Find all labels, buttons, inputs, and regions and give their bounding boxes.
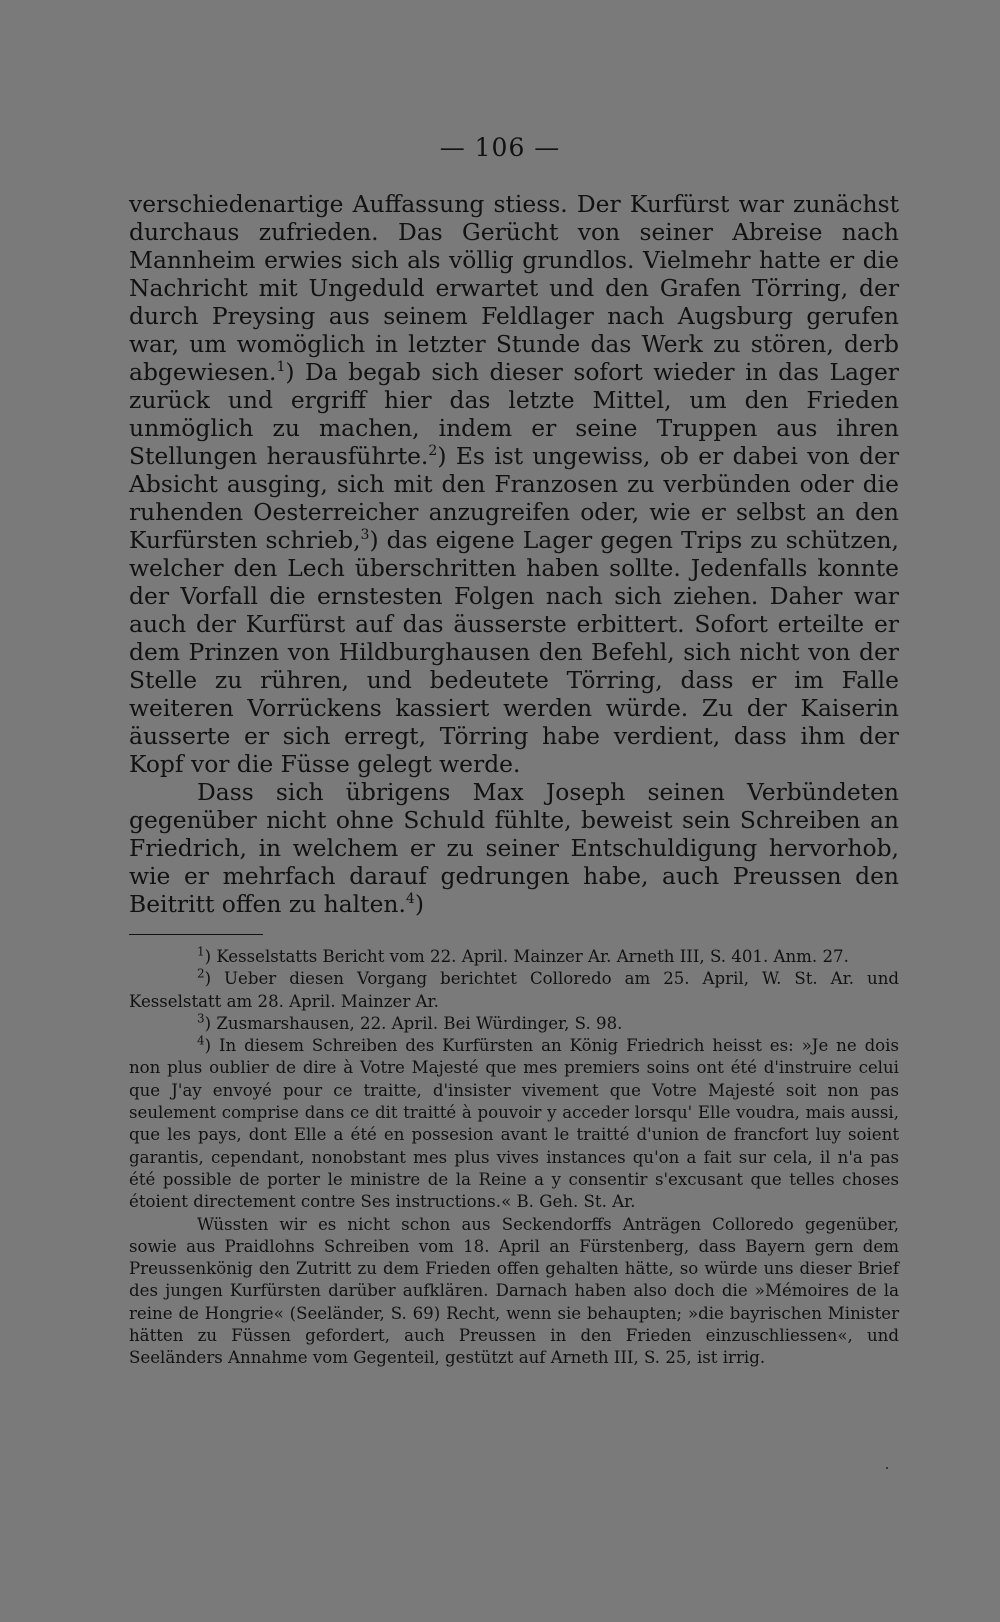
- footnote-3-mark: 3: [197, 1011, 205, 1026]
- paragraph-1: [129, 190, 899, 778]
- scan-speck: [886, 1467, 888, 1469]
- footnote-4-continuation: Wüssten wir es nicht schon aus Seckendorffs Anträgen Colloredo gegenüber, sowie aus Praidlohns Schreiben vom 18. April an Fürstenberg, dass Bayern gern dem Preussenkönig den Zutritt zu dem Frieden offen gehalten hätte, so würde uns dieser Brief des jungen Kurfürsten darüber aufklären. Darnach haben also doch die »Mémoires de la reine de Hongrie« (Seeländer, S. 69) Recht, wenn sie behaupten; »die bayrischen Minister hätten zu Füssen gefordert, auch Preussen in den Frieden einzuschliessen«, und Seeländers Annahme vom Gegenteil, gestützt auf Arneth III, S. 25, ist irrig.: [129, 1214, 899, 1368]
- footnote-2-text: ) Ueber diesen Vorgang berichtet Colloredo am 25. April, W. St. Ar. und Kesselstatt am 28. April. Mainzer Ar.: [129, 969, 899, 1011]
- page-number: — 106 —: [439, 133, 561, 162]
- paragraph-1-part-b: ) Da begab sich dieser sofort wieder in das Lager zurück und ergriff hier das letzte Mittel, um den Frieden unmöglich zu machen, indem er seine Truppen aus ihren Stellungen herausführte.: [129, 358, 899, 470]
- paragraph-1-part-c: ) Es ist ungewiss, ob er dabei von der Absicht ausging, sich mit den Franzosen zu verbünden oder die ruhenden Oesterreicher anzugreifen oder, wie er selbst an den Kurfürsten schrieb,: [129, 442, 899, 554]
- footnotes: [129, 946, 899, 1370]
- footnote-4-mark: 4: [197, 1033, 205, 1048]
- footnote-ref-1: 1: [276, 359, 286, 376]
- footnote-2-mark: 2: [197, 966, 205, 981]
- footnote-ref-4: 4: [405, 891, 415, 908]
- paragraph-1-part-a: verschiedenartige Auffassung stiess. Der Kurfürst war zunächst durchaus zufrieden. Das Gerücht von seiner Abreise nach Mannheim erwies sich als völlig grundlos. Vielmehr hatte er die Nachricht mit Ungeduld erwartet und den Grafen Törring, der durch Preysing aus seinem Feldlager nach Augsburg gerufen war, um womöglich in letzter Stunde das Werk zu stören, derb abgewiesen.: [129, 190, 899, 386]
- footnote-4-text: ) In diesem Schreiben des Kurfürsten an König Friedrich heisst es: »Je ne dois non plus oublier de dire à Votre Majesté que mes premiers soins ont été d'instruire celui que J'ay envoyé pour ce traitte, d'insister vivement que Votre Majesté soit non pas seulement comprise dans ce dit traitté à pouvoir y acceder lorsqu' Elle voudra, mais aussi, que les pays, dont Elle a été en possesion avant le traitté d'union de francfort luy soient garantis, cependant, nonobstant mes plus vives instances qu'on a fait sur cela, il n'a pas été possible de porter le ministre de la Reine a y consentir s'excusant que telles choses étoient directement contre Ses instructions.« B. Geh. St. Ar.: [129, 1036, 899, 1212]
- footnote-3-text: ) Zusmarshausen, 22. April. Bei Würdinger, S. 98.: [204, 1013, 623, 1033]
- footnote-2: [129, 968, 899, 1013]
- footnote-1-mark: 1: [197, 944, 205, 959]
- footnote-separator: [129, 934, 263, 935]
- footnote-ref-3: 3: [360, 527, 370, 544]
- footnote-4: [129, 1035, 899, 1213]
- paragraph-2: [129, 778, 899, 918]
- footnote-1: [129, 946, 899, 968]
- paragraph-2-part-a: Dass sich übrigens Max Joseph seinen Verbündeten gegenüber nicht ohne Schuld fühlte, beweist sein Schreiben an Friedrich, in welchem er zu seiner Entschuldigung hervorhob, wie er mehrfach darauf gedrungen habe, auch Preussen den Beitritt offen zu halten.: [129, 778, 899, 918]
- footnote-1-text: ) Kesselstatts Bericht vom 22. April. Mainzer Ar. Arneth III, S. 401. Anm. 27.: [204, 947, 849, 966]
- footnote-3: [129, 1013, 899, 1035]
- paragraph-1-part-d: ) das eigene Lager gegen Trips zu schützen, welcher den Lech überschritten haben sollte. Jedenfalls konnte der Vorfall die ernstesten Folgen nach sich ziehen. Daher war auch der Kurfürst auf das äusserste erbittert. Sofort erteilte er dem Prinzen von Hildburghausen den Befehl, sich nicht von der Stelle zu rühren, und bedeutete Törring, dass er im Falle weiteren Vorrückens kassiert werden würde. Zu der Kaiserin äusserte er sich erregt, Törring habe verdient, dass ihm der Kopf vor die Füsse gelegt werde.: [129, 526, 899, 778]
- main-text: [129, 190, 899, 918]
- footnote-ref-2: 2: [428, 443, 438, 460]
- paragraph-2-part-b: ): [414, 890, 424, 918]
